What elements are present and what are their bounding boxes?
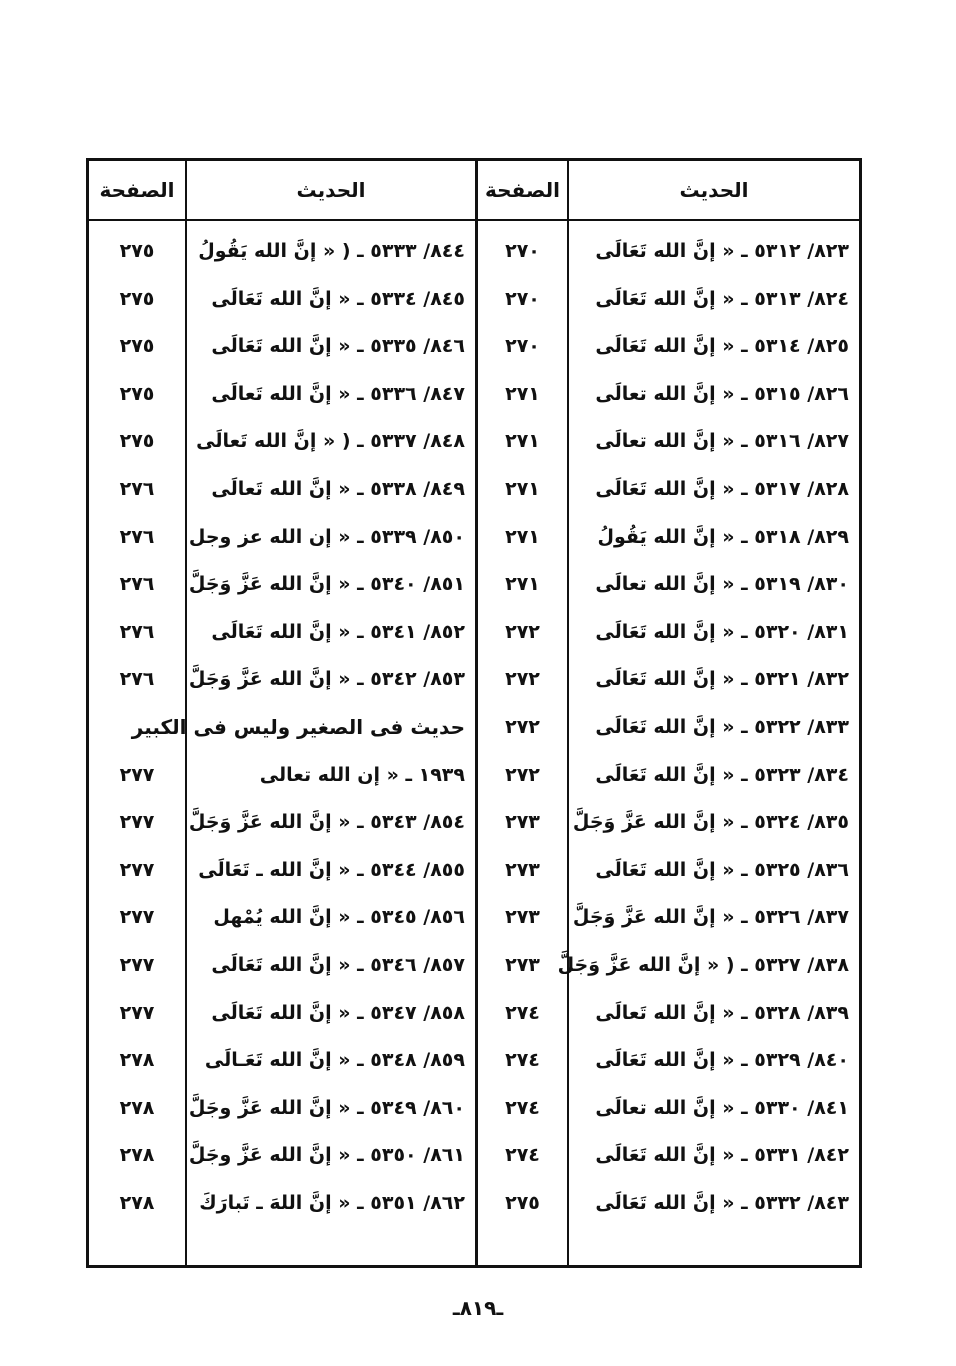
page-ref: ٢٧٥ (119, 240, 155, 262)
page-ref: ٢٧٤ (505, 1049, 540, 1072)
page-ref: ٢٧٧ (119, 954, 155, 976)
hadith-entry: ٨٥١/ ٥٣٤٠ ـ « إنَّ الله عَزَّ وَجَلَّ (188, 573, 465, 596)
hadith-entry: ٨٥٠/ ٥٣٣٩ ـ « إن الله عز وجل (188, 525, 465, 548)
hadith-entry: ٨٤٤/ ٥٣٣٣ ـ ( « إنَّ الله يَقُولُ (198, 240, 465, 262)
index-table (86, 158, 862, 1268)
hadith-entry: ٨٦١/ ٥٣٥٠ ـ « إنَّ الله عَزَّ وجَلَّ (188, 1144, 465, 1167)
hadith-entry: ٨٤٨/ ٥٣٣٧ ـ ( « إنَّ الله تَعالَى (196, 430, 465, 453)
page-ref: ٢٧٨ (119, 1144, 155, 1167)
hadith-entry: ٨٣٠/ ٥٣١٩ ـ « إنَّ الله تعالَى (595, 573, 849, 596)
hadith-entry: ٨٢٣/ ٥٣١٢ ـ « إنَّ الله تَعَالَى (595, 240, 849, 262)
page-ref: ٢٧١ (505, 573, 540, 596)
page-ref: ٢٧٢ (505, 716, 540, 738)
page-ref: ٢٧٠ (505, 287, 540, 310)
page-ref: ٢٧٦ (119, 525, 155, 548)
hadith-entry: ٨٣٨/ ٥٣٢٧ ـ ( « إنَّ الله عَزَّ وَجَلَّ (557, 954, 849, 976)
page-ref (89, 703, 185, 751)
hadith-entry: ٨٢٧/ ٥٣١٦ ـ « إنَّ الله تعالَى (595, 430, 849, 453)
hadith-entry: ٨٣٥/ ٥٣٢٤ ـ « إنَّ الله عَزَّ وَجَلَّ (572, 811, 849, 834)
hadith-entry: ٨٥٣/ ٥٣٤٢ ـ « إنَّ الله عَزَّ وَجَلَّ (188, 668, 465, 691)
hadith-entry: ٨٥٦/ ٥٣٤٥ ـ « إنَّ الله يُمْهل (213, 906, 465, 929)
hadith-entry: ٨٤٢/ ٥٣٣١ ـ « إنَّ الله تَعَالَى (595, 1144, 849, 1167)
page-ref: ٢٧٦ (119, 620, 155, 643)
hadith-entry: ٨٣٣/ ٥٣٢٢ ـ « إنَّ الله تَعَالَى (595, 716, 849, 738)
page-ref: ٢٧٢ (505, 668, 540, 691)
page-ref: ٢٧١ (505, 382, 540, 405)
page-ref: ٢٧٣ (505, 906, 540, 929)
page-ref: ٢٧٣ (505, 811, 540, 834)
page-ref: ٢٧٥ (119, 382, 155, 405)
header-separator (89, 219, 859, 221)
page-ref: ٢٧٥ (119, 287, 155, 310)
page-ref: ٢٧١ (505, 525, 540, 548)
header-hadith-right: الحديث (679, 178, 749, 202)
page-ref: ٢٧٨ (119, 1192, 155, 1214)
hadith-entry: ٨٥٩/ ٥٣٤٨ ـ « إنَّ الله تَعَـالَى (204, 1049, 465, 1072)
hadith-entry: ٨٢٤/ ٥٣١٣ ـ « إنَّ الله تَعَالَى (595, 287, 849, 310)
page-ref: ٢٧٣ (505, 954, 540, 976)
hadith-entry: ٨٤٣/ ٥٣٣٢ ـ « إنَّ الله تَعَالَى (595, 1192, 849, 1214)
hadith-entry: ٨٣١/ ٥٣٢٠ ـ « إنَّ الله تَعَالَى (595, 620, 849, 643)
page-ref: ٢٧٥ (119, 335, 155, 358)
page-ref: ٢٧٧ (119, 858, 155, 881)
hadith-entry: ٨٤٠/ ٥٣٢٩ ـ « إنَّ الله تَعَالَى (595, 1049, 849, 1072)
hadith-entry: ٨٦٠/ ٥٣٤٩ ـ « إنَّ الله عَزَّ وجَلَّ (188, 1096, 465, 1119)
hadith-entry: ٨٤٥/ ٥٣٣٤ ـ « إنَّ الله تَعَالَى (211, 287, 465, 310)
header-page-right: الصفحة (485, 178, 561, 202)
page-ref: ٢٧٦ (119, 573, 155, 596)
hadith-entry: ٨٤٦/ ٥٣٣٥ ـ « إنَّ الله تَعَالَى (211, 335, 465, 358)
hadith-entry: ٨٢٦/ ٥٣١٥ ـ « إنَّ الله تعالَى (595, 382, 849, 405)
page-ref: ٢٧٤ (505, 1144, 540, 1167)
hadith-entry: ٨٥٨/ ٥٣٤٧ ـ « إنَّ الله تَعَالَى (211, 1001, 465, 1024)
page-ref: ٢٧٠ (505, 335, 540, 358)
hadith-entry: ٨٤٧/ ٥٣٣٦ ـ « إنَّ الله تَعالَى (211, 382, 465, 405)
hadith-entry: ٨٤١/ ٥٣٣٠ ـ « إنَّ الله تعالَى (595, 1096, 849, 1119)
hadith-entry: ٨٤٩/ ٥٣٣٨ ـ « إنَّ الله تَعالَى (211, 478, 465, 500)
page-ref: ٢٧٦ (119, 668, 155, 691)
hadith-entry: ٨٥٢/ ٥٣٤١ ـ « إنَّ الله تَعَالَى (211, 620, 465, 643)
page-ref: ٢٧٦ (119, 478, 155, 500)
page-ref: ٢٧٥ (119, 430, 155, 453)
page-ref: ٢٧٤ (505, 1001, 540, 1024)
hadith-entry: ٨٥٧/ ٥٣٤٦ ـ « إنَّ الله تَعَالَى (211, 954, 465, 976)
page-ref: ٢٧٤ (505, 1096, 540, 1119)
hadith-entry: ٨٣٤/ ٥٣٢٣ ـ « إنَّ الله تَعَالَى (595, 763, 849, 786)
hadith-entry: ٨٥٥/ ٥٣٤٤ ـ « إنَّ الله ـ تَعَالَى (198, 858, 465, 881)
hadith-entry: ١٩٣٩ ـ « إن الله تعالى (259, 763, 465, 786)
hadith-entry: ٨٣٢/ ٥٣٢١ ـ « إنَّ الله تَعَالَى (595, 668, 849, 691)
page-ref: ٢٧٧ (119, 1001, 155, 1024)
page-ref: ٢٧٣ (505, 858, 540, 881)
page-ref: ٢٧٨ (119, 1096, 155, 1119)
page-ref: ٢٧٧ (119, 906, 155, 929)
hadith-entry: ٨٣٦/ ٥٣٢٥ ـ « إنَّ الله تَعَالَى (595, 858, 849, 881)
page-ref: ٢٧١ (505, 430, 540, 453)
page-ref: ٢٧٠ (505, 240, 540, 262)
hadith-entry: ٨٦٢/ ٥٣٥١ ـ « إنَّ اللهَ ـ تَبارَكَ (199, 1192, 465, 1214)
hadith-entry: ٨٣٩/ ٥٣٢٨ ـ « إنَّ الله تَعالَى (595, 1001, 849, 1024)
hadith-entry: ٨٥٤/ ٥٣٤٣ ـ « إنَّ الله عَزَّ وَجَلَّ (188, 811, 465, 834)
page-ref: ٢٧٢ (505, 763, 540, 786)
header-hadith-left: الحديث (296, 178, 366, 202)
hadith-entry: ٨٢٩/ ٥٣١٨ ـ « إنَّ الله يَقُولُ (597, 525, 849, 548)
hadith-entry: ٨٢٨/ ٥٣١٧ ـ « إنَّ الله تَعَالَى (595, 478, 849, 500)
hadith-entry: ٨٣٧/ ٥٣٢٦ ـ « إنَّ الله عَزَّ وَجَلَّ (572, 906, 849, 929)
hadith-entry: ٨٢٥/ ٥٣١٤ ـ « إنَّ الله تَعَالَى (595, 335, 849, 358)
page-ref: ٢٧٧ (119, 763, 155, 786)
page-ref: ٢٧١ (505, 478, 540, 500)
page-ref: ٢٧٨ (119, 1049, 155, 1072)
header-page-left: الصفحة (99, 178, 175, 202)
page-number: ـ٨١٩ـ (452, 1296, 504, 1320)
page-ref: ٢٧٢ (505, 620, 540, 643)
section-heading: حديث فى الصغير وليس فى الكبير (131, 715, 465, 739)
page-ref: ٢٧٥ (505, 1192, 540, 1214)
page-ref: ٢٧٧ (119, 811, 155, 834)
